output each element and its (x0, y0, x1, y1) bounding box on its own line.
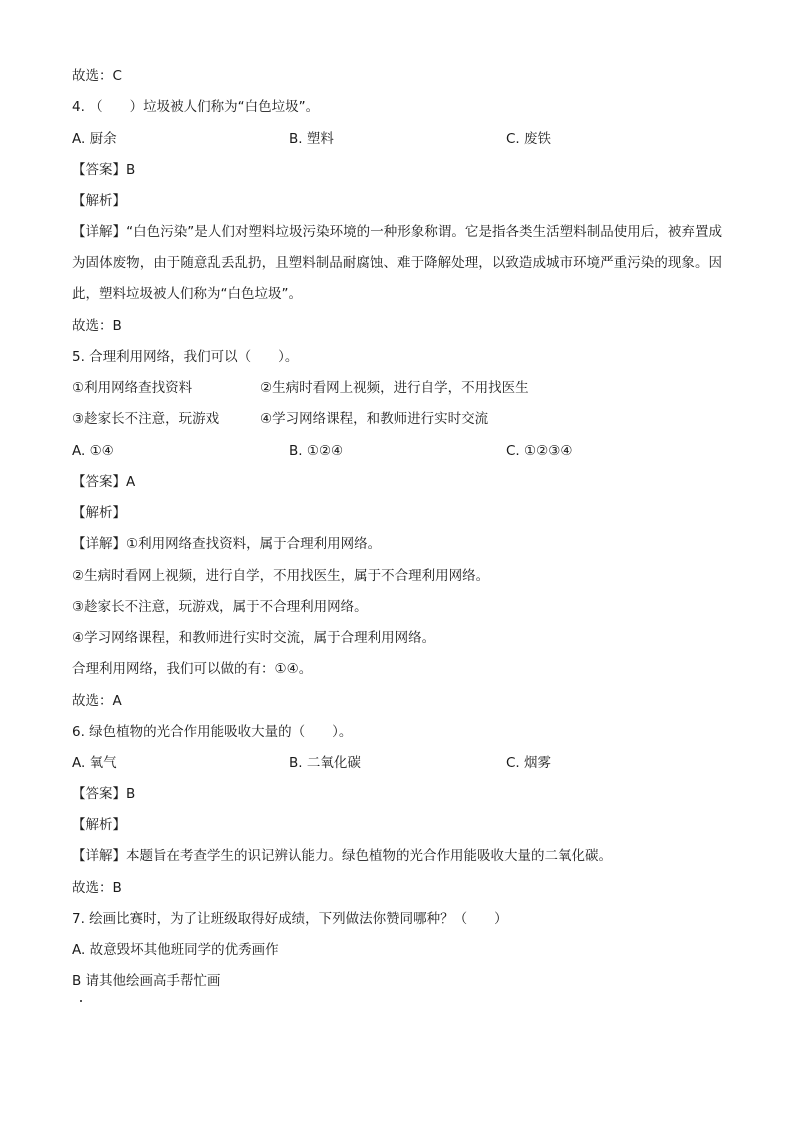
q4-choice: 故选：B (72, 318, 122, 334)
q5-analysis: 【解析】 (72, 505, 126, 521)
q4-option-c: C. 废铁 (506, 131, 552, 147)
q6-detail: 【详解】本题旨在考查学生的识记辨认能力。绿色植物的光合作用能吸收大量的二氧化碳。 (72, 848, 612, 864)
q4-option-b: B. 塑料 (289, 131, 334, 147)
q4-option-a: A. 厨余 (72, 131, 117, 147)
q6-option-b: B. 二氧化碳 (289, 755, 361, 771)
q6-option-c: C. 烟雾 (506, 755, 552, 771)
q5-detail-4: ④学习网络课程，和教师进行实时交流，属于合理利用网络。 (72, 630, 436, 646)
q5-question: 5. 合理利用网络，我们可以（ ）。 (72, 349, 299, 365)
q7-option-a: A. 故意毁坏其他班同学的优秀画作 (72, 942, 279, 958)
q5-item-2: ②生病时看网上视频，进行自学，不用找医生 (260, 380, 529, 396)
q6-option-a: A. 氧气 (72, 755, 117, 771)
q4-detail: 【详解】“白色污染”是人们对塑料垃圾污染环境的一种形象称谓。它是指各类生活塑料制品使用后，被弃置成为固体废物，由于随意乱丢乱扔，且塑料制品耐腐蚀、难于降解处理，以致造成城市环境严重污染的现象。因此，塑料垃圾被人们称为“白色垃圾”。 (72, 224, 722, 302)
q6-analysis: 【解析】 (72, 817, 126, 833)
q6-question: 6. 绿色植物的光合作用能吸收大量的（ ）。 (72, 724, 353, 740)
q4-answer: 【答案】B (72, 162, 136, 178)
q5-item-4: ④学习网络课程，和教师进行实时交流 (260, 411, 489, 427)
q7-question: 7. 绘画比赛时，为了让班级取得好成绩，下列做法你赞同哪种？（ ） (72, 911, 508, 927)
q4-analysis: 【解析】 (72, 193, 126, 209)
q5-detail-3: ③趁家长不注意，玩游戏，属于不合理利用网络。 (72, 599, 368, 615)
q5-detail-5: 合理利用网络，我们可以做的有：①④。 (72, 661, 313, 677)
q5-option-a: A. ①④ (72, 443, 114, 459)
q5-item-1: ①利用网络查找资料 (72, 380, 193, 396)
q6-choice: 故选：B (72, 880, 122, 896)
q7-option-b: B 请其他绘画高手帮忙画 (72, 973, 221, 989)
q5-item-3: ③趁家长不注意，玩游戏 (72, 411, 220, 427)
q5-detail-1: 【详解】①利用网络查找资料，属于合理利用网络。 (72, 536, 382, 552)
q5-answer: 【答案】A (72, 474, 136, 490)
q5-detail-2: ②生病时看网上视频，进行自学，不用找医生，属于不合理利用网络。 (72, 568, 490, 584)
q5-option-b: B. ①②④ (289, 443, 344, 459)
q3-choice: 故选：C (72, 68, 122, 84)
q4-question: 4. （ ）垃圾被人们称为“白色垃圾”。 (72, 99, 320, 115)
q5-choice: 故选：A (72, 693, 122, 709)
q5-option-c: C. ①②③④ (506, 443, 573, 459)
scan-dot (80, 1000, 82, 1002)
q6-answer: 【答案】B (72, 786, 136, 802)
